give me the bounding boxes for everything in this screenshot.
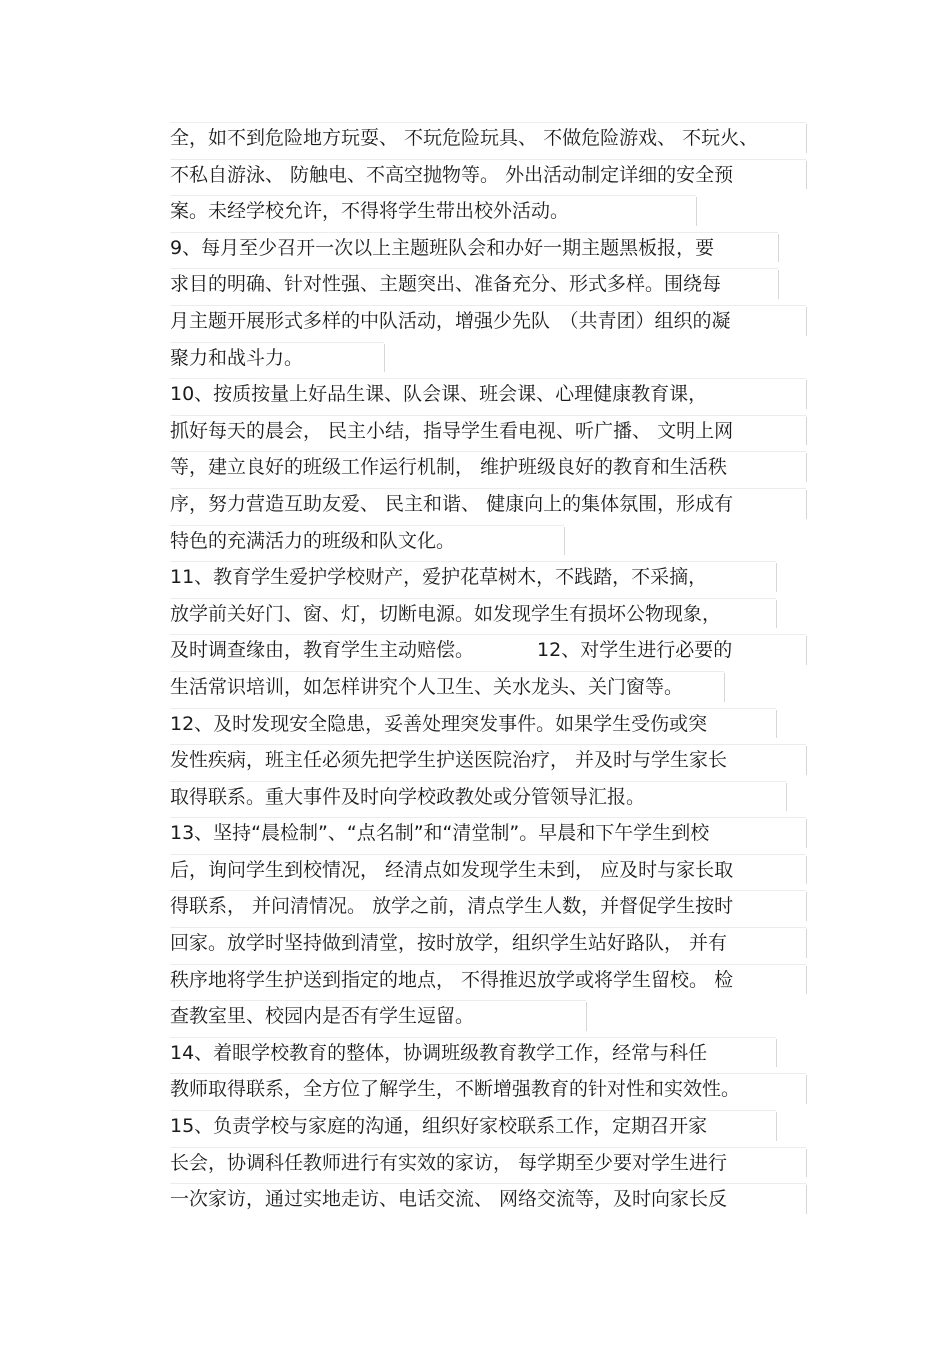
line-text: 生活常识培训，如怎样讲究个人卫生、关水龙头、关门窗等。 <box>170 675 684 698</box>
line-text: 查教室里、校园内是否有学生逗留。 <box>170 1005 475 1028</box>
cell-border <box>170 451 806 452</box>
cell-border <box>806 819 807 848</box>
cell-border <box>170 488 806 489</box>
line-text: 9、每月至少召开一次以上主题班队会和办好一期主题黑板报，要 <box>170 236 715 259</box>
text-line <box>170 1108 810 1145</box>
line-text: 13、坚持“晨检制”、“点名制”和“清堂制”。早晨和下午学生到校 <box>170 822 710 845</box>
cell-border <box>806 453 807 482</box>
text-line <box>170 925 810 962</box>
cell-border <box>776 600 777 629</box>
cell-border <box>170 561 776 562</box>
cell-border <box>806 380 807 409</box>
cell-border <box>170 1073 806 1074</box>
line-text: 一次家访，通过实地走访、电话交流、 网络交流等，及时向家长反 <box>170 1188 728 1211</box>
cell-border <box>170 890 806 891</box>
text-line <box>170 596 810 633</box>
cell-border <box>778 234 779 263</box>
cell-border <box>806 966 807 995</box>
line-text: 求目的明确、针对性强、主题突出、准备充分、形式多样。围绕每 <box>170 273 722 296</box>
cell-border <box>170 854 806 855</box>
text-line <box>170 852 810 889</box>
cell-border <box>696 197 697 226</box>
text-line <box>170 962 810 999</box>
cell-border <box>170 634 806 635</box>
cell-border <box>776 1039 777 1068</box>
text-line <box>170 376 810 413</box>
text-line <box>170 157 810 194</box>
text-line <box>170 888 810 925</box>
cell-border <box>170 195 696 196</box>
text-line <box>170 706 810 743</box>
cell-border <box>170 744 806 745</box>
line-text: 月主题开展形式多样的中队活动，增强少先队 （共青团）组织的凝 <box>170 309 731 332</box>
line-text: 回家。放学时坚持做到清堂，按时放学，组织学生站好路队， 并有 <box>170 932 728 955</box>
cell-border <box>806 856 807 885</box>
cell-border <box>806 161 807 190</box>
text-line <box>170 230 810 267</box>
cell-border <box>170 305 806 306</box>
line-text: 后，询问学生到校情况， 经清点如发现学生未到， 应及时与家长取 <box>170 858 734 881</box>
cell-border <box>384 344 385 373</box>
cell-border <box>786 783 787 812</box>
text-line <box>170 523 810 560</box>
cell-border <box>170 964 806 965</box>
line-text: 取得联系。重大事件及时向学校政教处或分管领导汇报。 <box>170 785 646 808</box>
cell-border <box>170 1000 586 1001</box>
cell-border <box>806 892 807 921</box>
cell-border <box>806 636 807 665</box>
line-text: 长会，协调科任教师进行有实效的家访， 每学期至少要对学生进行 <box>170 1151 728 1174</box>
line-text: 及时调查缘由，教育学生主动赔偿。 12、对学生进行必要的 <box>170 639 733 662</box>
cell-border <box>170 817 806 818</box>
cell-border <box>170 122 806 123</box>
line-text: 15、负责学校与家庭的沟通，组织好家校联系工作，定期召开家 <box>170 1115 708 1138</box>
cell-border <box>806 417 807 446</box>
text-line <box>170 413 810 450</box>
text-line <box>170 193 810 230</box>
cell-border <box>170 159 806 160</box>
cell-border <box>170 378 806 379</box>
document-body <box>170 120 810 1218</box>
line-text: 案。未经学校允许，不得将学生带出校外活动。 <box>170 200 570 223</box>
cell-border <box>806 490 807 519</box>
text-line <box>170 632 810 669</box>
text-line <box>170 303 810 340</box>
line-text: 10、按质按量上好品生课、队会课、班会课、心理健康教育课， <box>170 383 708 406</box>
text-line <box>170 742 810 779</box>
cell-border <box>170 268 778 269</box>
cell-border <box>170 927 806 928</box>
line-text: 放学前关好门、窗、灯，切断电源。如发现学生有损坏公物现象， <box>170 602 722 625</box>
line-text: 12、及时发现安全隐患，妥善处理突发事件。如果学生受伤或突 <box>170 712 708 735</box>
cell-border <box>564 527 565 556</box>
line-text: 全，如不到危险地方玩耍、 不玩危险玩具、 不做危险游戏、 不玩火、 <box>170 127 759 149</box>
cell-border <box>724 673 725 702</box>
cell-border <box>170 1110 776 1111</box>
text-line <box>170 120 810 157</box>
line-text: 发性疾病，班主任必须先把学生护送医院治疗， 并及时与学生家长 <box>170 749 728 772</box>
text-line <box>170 486 810 523</box>
cell-border <box>776 563 777 592</box>
text-line <box>170 266 810 303</box>
text-line <box>170 559 810 596</box>
cell-border <box>806 929 807 958</box>
cell-border <box>778 270 779 299</box>
text-line <box>170 340 810 377</box>
line-text: 序，努力营造互助友爱、 民主和谐、 健康向上的集体氛围，形成有 <box>170 492 734 515</box>
text-line <box>170 1181 810 1218</box>
cell-border <box>170 525 564 526</box>
cell-border <box>170 671 724 672</box>
text-line <box>170 998 810 1035</box>
cell-border <box>170 781 786 782</box>
text-line <box>170 1071 810 1108</box>
line-text: 等，建立良好的班级工作运行机制， 维护班级良好的教育和生活秩 <box>170 456 728 479</box>
cell-border <box>806 1185 807 1214</box>
cell-border <box>170 415 806 416</box>
line-text: 抓好每天的晨会， 民主小结，指导学生看电视、听广播、 文明上网 <box>170 419 734 442</box>
line-text: 不私自游泳、 防触电、不高空抛物等。 外出活动制定详细的安全预 <box>170 163 734 186</box>
cell-border <box>776 1112 777 1141</box>
cell-border <box>170 342 384 343</box>
line-text: 特色的充满活力的班级和队文化。 <box>170 529 456 552</box>
line-text: 得联系， 并问清情况。 放学之前，清点学生人数，并督促学生按时 <box>170 895 734 918</box>
text-line <box>170 669 810 706</box>
cell-border <box>170 1147 806 1148</box>
cell-border <box>806 746 807 775</box>
cell-border <box>806 124 807 153</box>
text-line <box>170 815 810 852</box>
cell-border <box>170 232 778 233</box>
cell-border <box>776 710 777 739</box>
line-text: 11、教育学生爱护学校财产，爱护花草树木，不践踏，不采摘， <box>170 566 708 589</box>
cell-border <box>586 1002 587 1031</box>
line-text: 秩序地将学生护送到指定的地点， 不得推迟放学或将学生留校。 检 <box>170 968 734 991</box>
text-line <box>170 1035 810 1072</box>
line-text: 聚力和战斗力。 <box>170 346 304 369</box>
line-text: 教师取得联系，全方位了解学生，不断增强教育的针对性和实效性。 <box>170 1078 741 1101</box>
line-text: 14、着眼学校教育的整体，协调班级教育教学工作，经常与科任 <box>170 1041 708 1064</box>
cell-border <box>170 1183 806 1184</box>
cell-border <box>806 1149 807 1178</box>
cell-border <box>170 1037 776 1038</box>
text-line <box>170 1145 810 1182</box>
text-line <box>170 779 810 816</box>
text-line <box>170 449 810 486</box>
cell-border <box>806 1075 807 1104</box>
cell-border <box>170 598 776 599</box>
cell-border <box>806 307 807 336</box>
cell-border <box>170 708 776 709</box>
